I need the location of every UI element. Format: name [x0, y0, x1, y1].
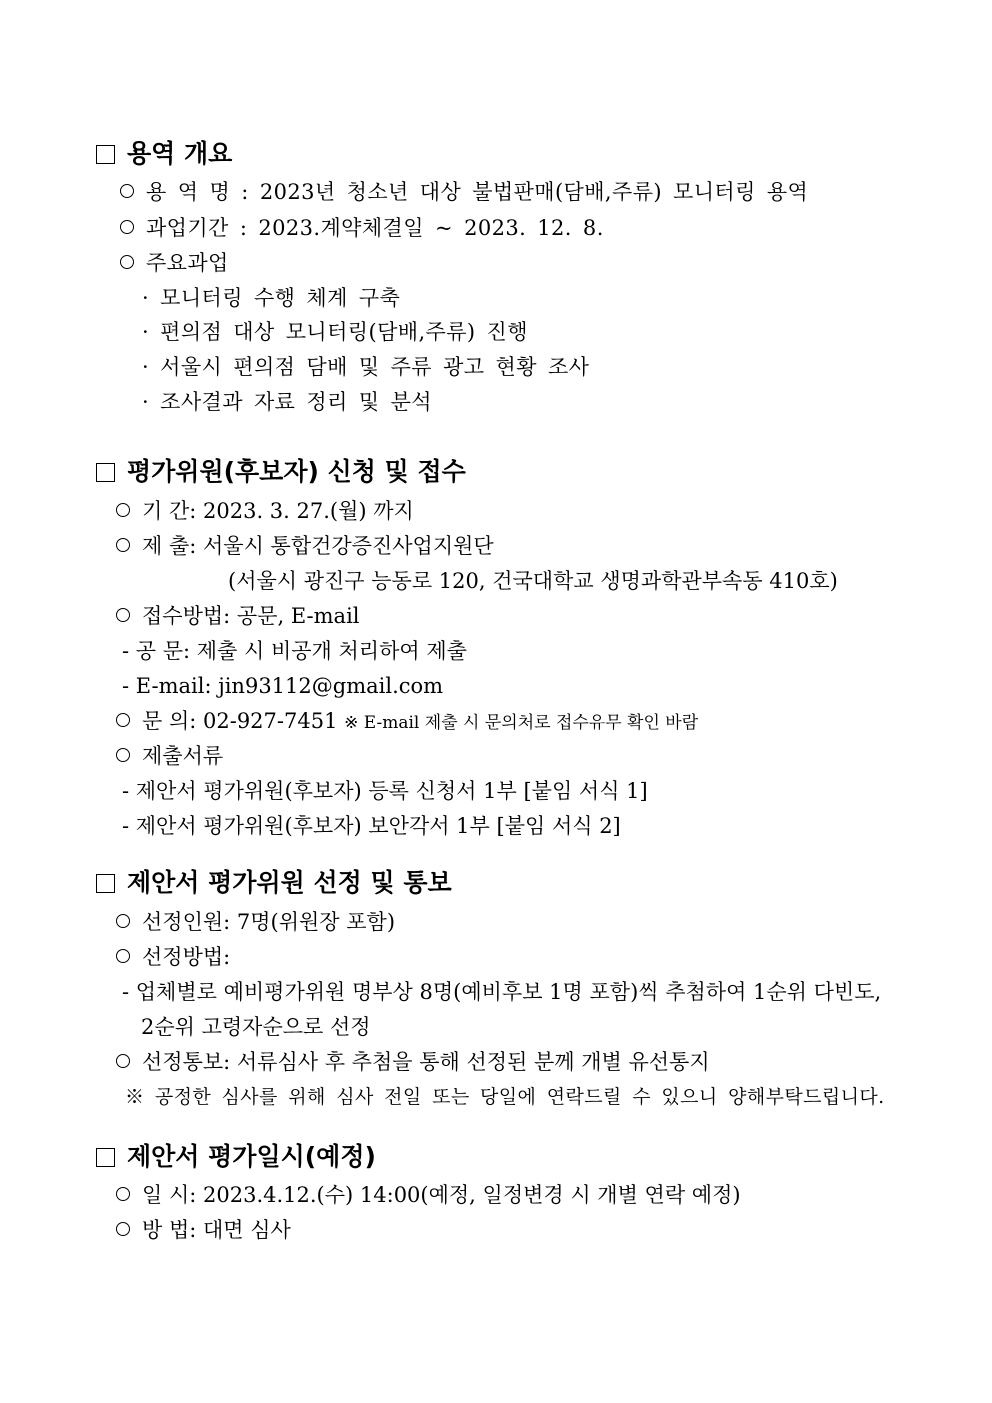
document-item: - 제안서 평가위원(후보자) 보안각서 1부 [붙임 서식 2]: [122, 814, 621, 838]
checkbox-square-icon: [96, 145, 115, 164]
selection-notice-line: 선정통보: 서류심사 후 추첨을 통해 선정된 분께 개별 유선통지: [116, 1048, 710, 1076]
circle-bullet-icon: [120, 220, 134, 234]
circle-bullet-icon: [116, 949, 130, 963]
selection-method-detail-cont: 2순위 고령자순으로 선정: [141, 1015, 371, 1039]
task-item: · 모니터링 수행 체계 구축: [142, 286, 401, 310]
selection-note: ※ 공정한 심사를 위해 심사 전일 또는 당일에 연락드릴 수 있으니 양해부탁드립니다.: [125, 1086, 885, 1108]
email-line: - E-mail: jin93112@gmail.com: [122, 674, 444, 698]
circle-bullet-icon: [116, 608, 130, 622]
address-line: (서울시 광진구 능동로 120, 건국대학교 생명과학관부속동 410호): [228, 569, 838, 593]
method-line: 접수방법: 공문, E-mail: [116, 602, 360, 630]
official-document-line: - 공 문: 제출 시 비공개 처리하여 제출: [122, 639, 467, 663]
task-period-line: 과업기간 : 2023.계약체결일 ~ 2023. 12. 8.: [120, 214, 604, 242]
circle-bullet-icon: [116, 1187, 130, 1201]
schedule-datetime-line: 일 시: 2023.4.12.(수) 14:00(예정, 일정변경 시 개별 연락 예정): [116, 1181, 741, 1209]
circle-bullet-icon: [116, 914, 130, 928]
circle-bullet-icon: [116, 1054, 130, 1068]
inquiry-line: 문 의: 02-927-7451 ※ E-mail 제출 시 문의처로 접수유무 확인 바람: [116, 707, 698, 737]
task-item: · 서울시 편의점 담배 및 주류 광고 현황 조사: [142, 355, 590, 379]
circle-bullet-icon: [116, 538, 130, 552]
section-heading-application: 평가위원(후보자) 신청 및 접수: [96, 457, 466, 487]
service-name-line: 용 역 명 : 2023년 청소년 대상 불법판매(담배,주류) 모니터링 용역: [120, 178, 808, 206]
selection-method-line: 선정방법:: [116, 943, 230, 971]
checkbox-square-icon: [96, 874, 115, 893]
circle-bullet-icon: [116, 748, 130, 762]
main-tasks-heading: 주요과업: [120, 249, 229, 277]
documents-heading: 제출서류: [116, 742, 223, 770]
task-item: · 조사결과 자료 정리 및 분석: [142, 390, 432, 414]
section-heading-schedule: 제안서 평가일시(예정): [96, 1142, 376, 1172]
submit-line: 제 출: 서울시 통합건강증진사업지원단: [116, 532, 494, 560]
circle-bullet-icon: [116, 503, 130, 517]
circle-bullet-icon: [120, 255, 134, 269]
checkbox-square-icon: [96, 463, 115, 482]
inquiry-note: ※ E-mail 제출 시 문의처로 접수유무 확인 바람: [344, 713, 699, 733]
task-item: · 편의점 대상 모니터링(담배,주류) 진행: [142, 320, 528, 344]
selection-method-detail: - 업체별로 예비평가위원 명부상 8명(예비후보 1명 포함)씩 추첨하여 1순위 다빈도,: [122, 980, 882, 1004]
deadline-line: 기 간: 2023. 3. 27.(월) 까지: [116, 497, 414, 525]
circle-bullet-icon: [120, 184, 134, 198]
schedule-way-line: 방 법: 대면 심사: [116, 1216, 291, 1244]
section-heading-selection: 제안서 평가위원 선정 및 통보: [96, 868, 452, 898]
checkbox-square-icon: [96, 1148, 115, 1167]
circle-bullet-icon: [116, 1222, 130, 1236]
document-item: - 제안서 평가위원(후보자) 등록 신청서 1부 [붙임 서식 1]: [122, 779, 648, 803]
circle-bullet-icon: [116, 713, 130, 727]
section-heading-overview: 용역 개요: [96, 139, 232, 169]
selection-count-line: 선정인원: 7명(위원장 포함): [116, 908, 395, 936]
